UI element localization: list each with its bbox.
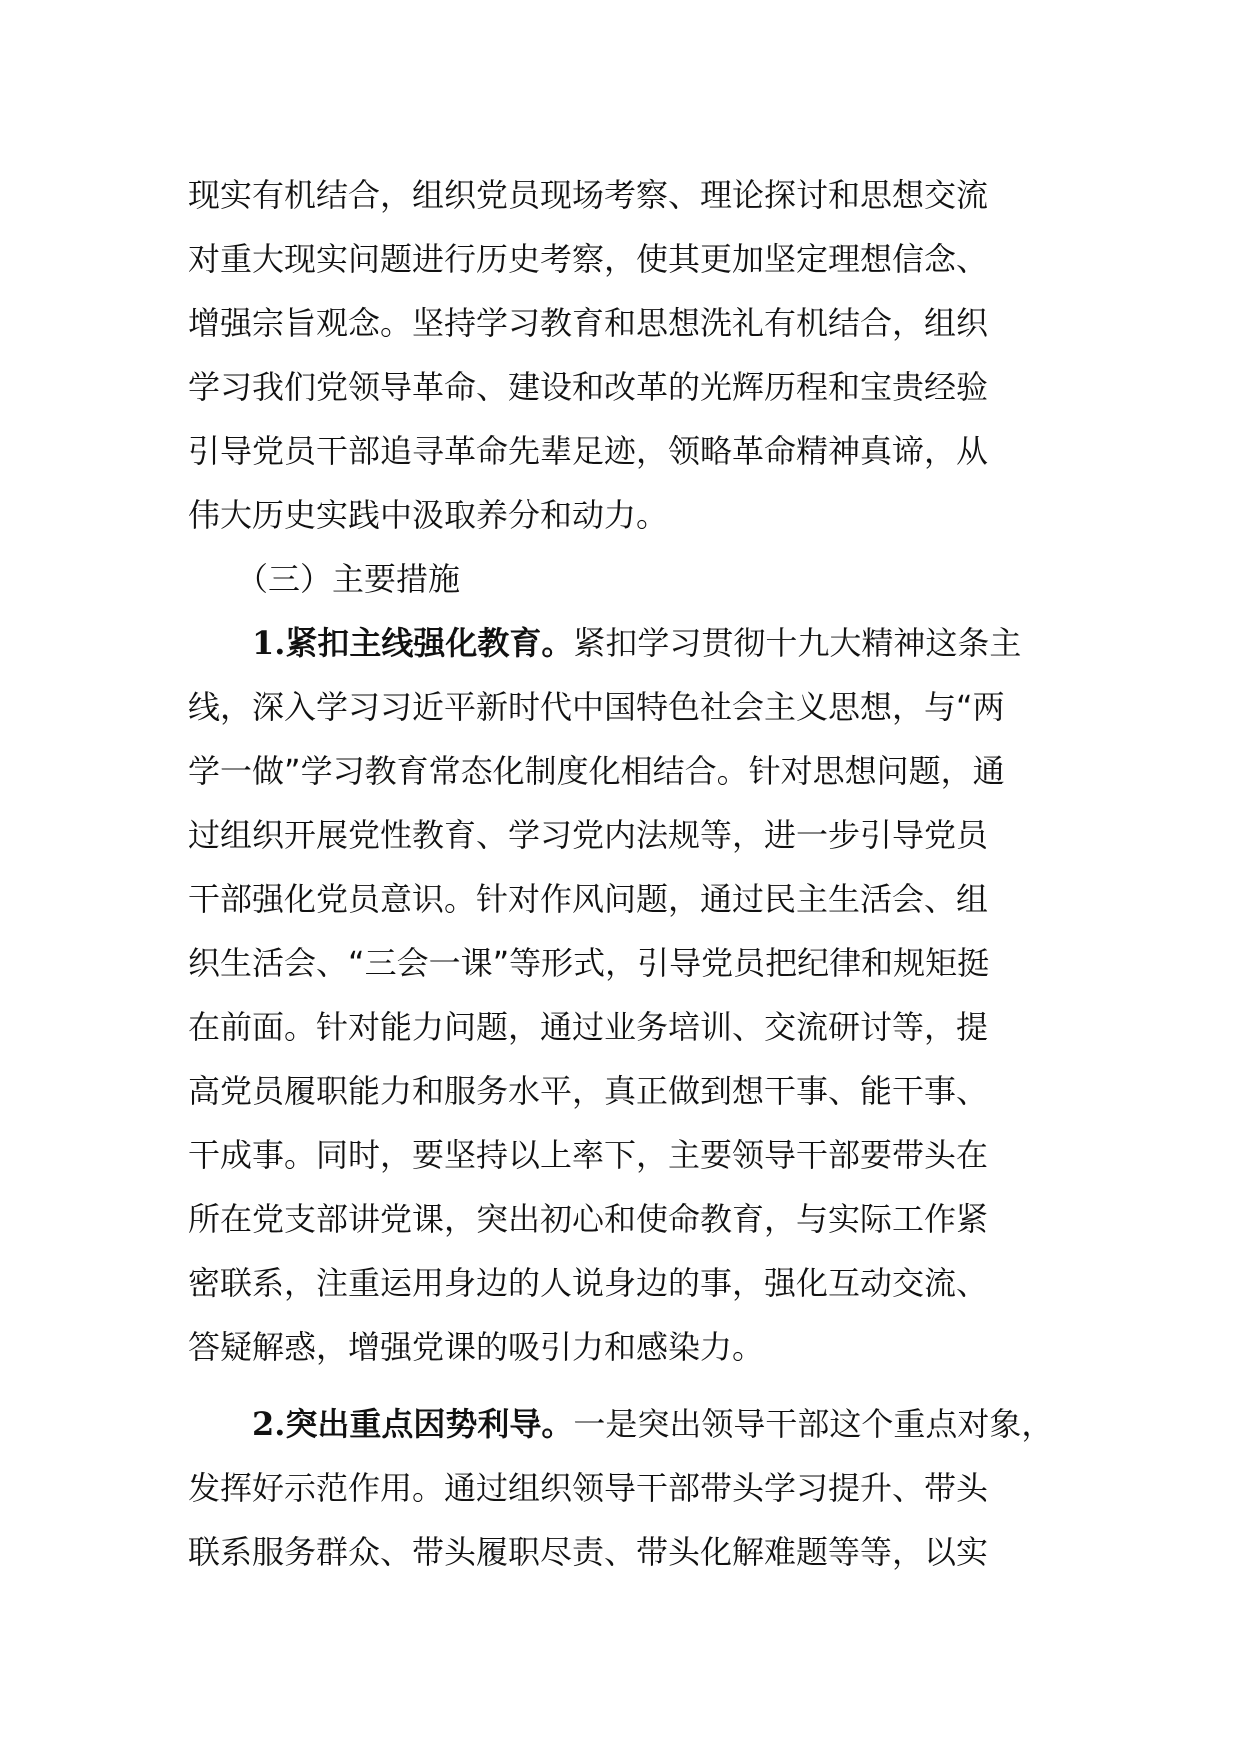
item-text: 一是突出领导干部这个重点对象， [573, 1405, 1054, 1443]
body-text-line: 发挥好示范作用。通过组织领导干部带头学习提升、带头 [188, 1469, 989, 1507]
body-text-line: 干成事。同时，要坚持以上率下，主要领导干部要带头在 [188, 1136, 989, 1174]
body-text-line: 密联系，注重运用身边的人说身边的事，强化互动交流、 [188, 1264, 989, 1302]
body-text-line: 增强宗旨观念。坚持学习教育和思想洗礼有机结合，组织 [188, 304, 989, 342]
body-text-line: 联系服务群众、带头履职尽责、带头化解难题等等，以实 [188, 1533, 989, 1571]
item-heading-bold: 1.紧扣主线强化教育。 [252, 624, 574, 662]
body-text-line: 伟大历史实践中汲取养分和动力。 [188, 496, 669, 534]
body-text-line: 干部强化党员意识。针对作风问题，通过民主生活会、组 [188, 880, 989, 918]
body-text-line: 现实有机结合，组织党员现场考察、理论探讨和思想交流 [188, 176, 989, 214]
body-text-line: 对重大现实问题进行历史考察，使其更加坚定理想信念、 [188, 240, 989, 278]
body-text-line: 线，深入学习习近平新时代中国特色社会主义思想，与“两 [188, 688, 1005, 726]
item-first-line [252, 1399, 1053, 1449]
body-text-line: 引导党员干部追寻革命先辈足迹，领略革命精神真谛，从 [188, 432, 989, 470]
body-text-line: 答疑解惑，增强党课的吸引力和感染力。 [188, 1328, 765, 1366]
body-text-line: 高党员履职能力和服务水平，真正做到想干事、能干事、 [188, 1072, 989, 1110]
body-text-line: 学一做”学习教育常态化制度化相结合。针对思想问题，通 [188, 752, 1005, 790]
item-heading-bold: 2.突出重点因势利导。 [252, 1405, 574, 1443]
body-text-line: 织生活会、“三会一课”等形式，引导党员把纪律和规矩挺 [188, 944, 990, 982]
item-first-line [252, 618, 1021, 668]
section-heading: （三）主要措施 [236, 560, 461, 598]
body-text-line: 学习我们党领导革命、建设和改革的光辉历程和宝贵经验 [188, 368, 989, 406]
body-text-line: 过组织开展党性教育、学习党内法规等，进一步引导党员 [188, 816, 989, 854]
item-text: 紧扣学习贯彻十九大精神这条主 [573, 624, 1022, 662]
body-text-line: 所在党支部讲党课，突出初心和使命教育，与实际工作紧 [188, 1200, 989, 1238]
body-text-line: 在前面。针对能力问题，通过业务培训、交流研讨等，提 [188, 1008, 989, 1046]
